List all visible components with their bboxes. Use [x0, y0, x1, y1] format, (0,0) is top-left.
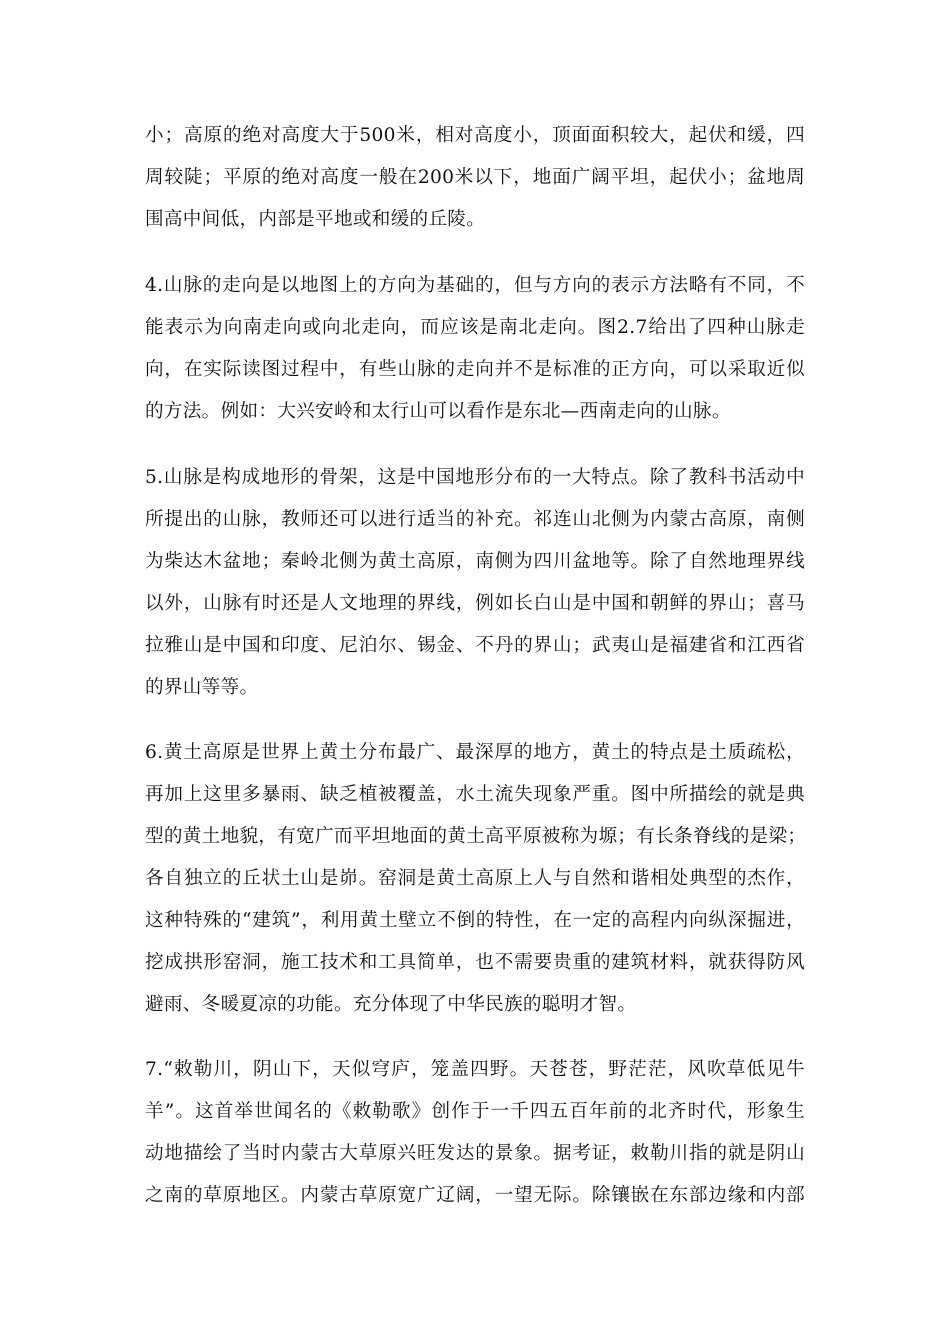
text-line: 再加上这里多暴雨、缺乏植被覆盖，水土流失现象严重。图中所描绘的就是典: [145, 784, 805, 805]
text-line: 以外，山脉有时还是人文地理的界线，例如长白山是中国和朝鲜的界山；喜马: [145, 593, 805, 614]
text-line: 的界山等等。: [145, 677, 259, 698]
text-line: 的方法。例如：大兴安岭和太行山可以看作是东北—西南走向的山脉。: [145, 401, 731, 422]
text-line: 拉雅山是中国和印度、尼泊尔、锡金、不丹的界山；武夷山是福建省和江西省: [145, 635, 805, 656]
text-line: 5.山脉是构成地形的骨架，这是中国地形分布的一大特点。除了教科书活动中: [145, 467, 805, 488]
text-line: 为柴达木盆地；秦岭北侧为黄土高原，南侧为四川盆地等。除了自然地理界线: [145, 551, 805, 572]
text-line: 避雨、冬暖夏凉的功能。充分体现了中华民族的聪明才智。: [145, 994, 637, 1015]
text-line: 围高中间低，内部是平地或和缓的丘陵。: [145, 209, 486, 230]
text-line: 4.山脉的走向是以地图上的方向为基础的，但与方向的表示方法略有不同，不: [145, 275, 805, 296]
text-line: 型的黄土地貌，有宽广而平坦地面的黄土高平原被称为塬；有长条脊线的是梁；: [145, 826, 807, 847]
text-line: 各自独立的丘状土山是峁。窑洞是黄土高原上人与自然和谐相处典型的杰作，: [145, 868, 805, 889]
text-line: 周较陡；平原的绝对高度一般在200米以下，地面广阔平坦，起伏小；盆地周: [145, 167, 805, 188]
text-line: 所提出的山脉，教师还可以进行适当的补充。祁连山北侧为内蒙古高原，南侧: [145, 509, 805, 530]
text-line: 羊”。这首举世闻名的《敕勒歌》创作于一千四五百年前的北齐时代，形象生: [145, 1101, 805, 1122]
text-line: 之南的草原地区。内蒙古草原宽广辽阔，一望无际。除镶嵌在东部边缘和内部: [145, 1185, 805, 1206]
text-line: 这种特殊的“建筑”，利用黄土壁立不倒的特性，在一定的高程内向纵深掘进，: [145, 910, 805, 931]
text-line: 能表示为向南走向或向北走向，而应该是南北走向。图2.7给出了四种山脉走: [145, 317, 805, 338]
text-line: 向，在实际读图过程中，有些山脉的走向并不是标准的正方向，可以采取近似: [145, 359, 805, 380]
text-line: 小；高原的绝对高度大于500米，相对高度小，顶面面积较大，起伏和缓，四: [145, 125, 805, 146]
text-line: 动地描绘了当时内蒙古大草原兴旺发达的景象。据考证，敕勒川指的就是阴山: [145, 1143, 805, 1164]
text-line: 挖成拱形窑洞，施工技术和工具简单，也不需要贵重的建筑材料，就获得防风: [145, 952, 805, 973]
text-line: 6.黄土高原是世界上黄土分布最广、最深厚的地方，黄土的特点是土质疏松，: [145, 742, 805, 763]
text-line: 7.“敕勒川，阴山下，天似穹庐，笼盖四野。天苍苍，野茫茫，风吹草低见牛: [145, 1059, 805, 1080]
